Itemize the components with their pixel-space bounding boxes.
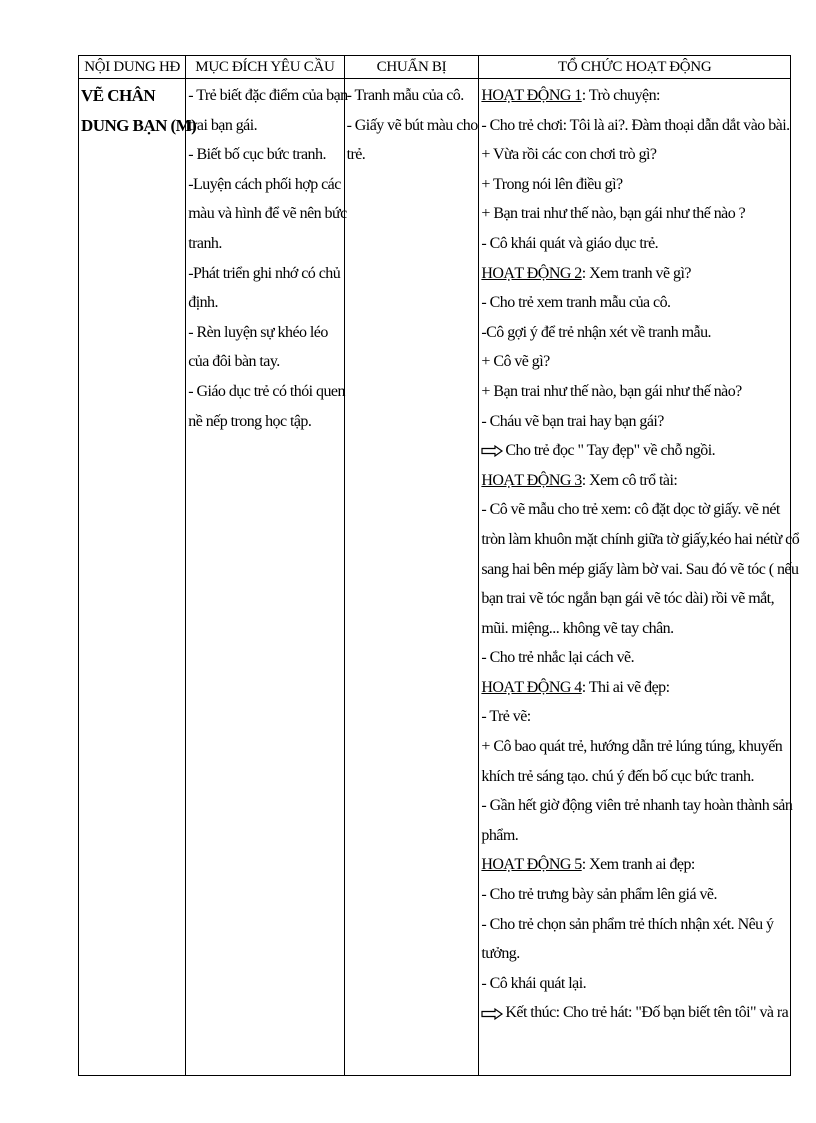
activity-arrow-line [481,436,788,466]
activity-line: - Cô vẽ mẫu cho trẻ xem: cô đặt dọc tờ giấy. vẽ nét [481,501,780,519]
body-row [79,79,791,1076]
header-content: NỘI DUNG HĐ [79,56,186,79]
activity-line: phẩm. [481,826,519,844]
activity-heading [481,850,788,880]
activity-line: - Cho trẻ xem tranh mẫu của cô. [481,294,671,312]
activity-heading-label: HOẠT ĐỘNG 3 [481,471,582,489]
preparation-line: trẻ. [346,146,366,164]
activity-line: + Bạn trai như thế nào, bạn gái như thế nào? [481,382,742,400]
activity-heading-text: : Trò chuyện: [581,87,660,104]
preparation-cell [344,79,479,1076]
objective-line: - Trẻ biết đặc điểm của bạn [188,87,348,104]
content-title-line: DUNG BẠN (M) [81,115,197,135]
activity-heading-label: HOẠT ĐỘNG 5 [481,856,582,874]
activity-heading [481,673,788,703]
activity-arrow-text: Cho trẻ đọc " Tay đẹp" về chỗ ngồi. [505,442,716,460]
activity-line: tròn làm khuôn mặt chính giữa tờ giấy,kéo hai nétừ cổ [481,530,800,548]
activity-heading-text: : Xem tranh ai đẹp: [581,856,695,874]
activity-line: sang hai bên mép giấy làm bờ vai. Sau đó vẽ tóc ( nếu [481,560,799,578]
double-arrow-right-icon [481,445,503,457]
activity-heading [481,466,788,496]
activity-line: - Cho trẻ chơi: Tôi là ai?. Đàm thoại dẫn dắt vào bài. [481,116,790,134]
activity-heading-text: : Thi ai vẽ đẹp: [581,678,670,696]
activity-heading [481,81,788,111]
activity-line: khích trẻ sáng tạo. chú ý đến bố cục bức tranh. [481,767,754,785]
activity-line: + Trong nói lên điều gì? [481,175,623,193]
activity-line: + Cô bao quát trẻ, hướng dẫn trẻ lúng túng, khuyến [481,738,783,756]
header-preparation: CHUẨN BỊ [344,56,479,79]
activities-cell [479,79,800,1076]
activity-line: tưởng. [481,945,520,963]
objective-line: - Biết bố cục bức tranh. [188,146,326,164]
activity-line: - Trẻ vẽ: [481,708,531,726]
activity-line: -Cô gợi ý để trẻ nhận xét về tranh mẫu. [481,323,712,341]
preparation-line: - Giấy vẽ bút màu cho [346,116,478,134]
activity-heading-text: : Xem tranh vẽ gì? [581,264,691,282]
activity-line: - Cháu vẽ bạn trai hay bạn gái? [481,412,664,430]
header-activities: TỔ CHỨC HOẠT ĐỘNG [479,56,791,79]
activity-line: - Cho trẻ nhắc lại cách vẽ. [481,649,635,667]
activity-line: - Gần hết giờ động viên trẻ nhanh tay hoàn thành sản [481,797,793,815]
header-row [79,56,791,79]
activity-heading-label: HOẠT ĐỘNG 1 [481,87,582,104]
objective-line: nề nếp trong học tập. [188,412,312,430]
header-objectives: MỤC ĐÍCH YÊU CẦU [186,56,344,79]
objective-line: -Phát triển ghi nhớ có chủ [188,264,341,282]
objective-line: của đôi bàn tay. [188,353,280,371]
activity-arrow-text: Kết thúc: Cho trẻ hát: "Đố bạn biết tên tôi" và ra [505,1004,789,1022]
activity-line: + Bạn trai như thế nào, bạn gái như thế nào ? [481,205,746,223]
activity-line: - Cho trẻ chọn sản phẩm trẻ thích nhận xét. Nêu ý [481,915,774,933]
objective-line: trai bạn gái. [188,116,258,134]
objective-line: tranh. [188,234,222,252]
objective-line: - Giáo dục trẻ có thói quen [188,382,345,400]
activity-line: mũi. miệng... không vẽ tay chân. [481,619,674,637]
activity-arrow-line [481,998,788,1028]
objective-line: màu và hình để vẽ nên bức [188,205,347,223]
objective-line: định. [188,294,218,312]
objective-line: - Rèn luyện sự khéo léo [188,323,328,341]
activity-line: + Cô vẽ gì? [481,353,550,371]
content-title-line: VẼ CHÂN [81,86,156,105]
double-arrow-right-icon [481,1008,503,1020]
content-cell [79,79,197,1076]
activity-line: bạn trai vẽ tóc ngắn bạn gái vẽ tóc dài) rồi vẽ mắt, [481,590,775,608]
activity-line: - Cô khái quát lại. [481,974,587,992]
objective-line: -Luyện cách phối hợp các [188,175,341,193]
activity-heading-label: HOẠT ĐỘNG 4 [481,678,582,696]
preparation-line: - Tranh mẫu của cô. [346,87,464,104]
activity-line: - Cô khái quát và giáo dục trẻ. [481,234,659,252]
activity-heading-label: HOẠT ĐỘNG 2 [481,264,582,282]
activity-line: - Cho trẻ trưng bày sản phẩm lên giá vẽ. [481,886,717,904]
objectives-cell [186,79,348,1076]
activity-line: + Vừa rồi các con chơi trò gì? [481,146,657,164]
activity-heading-text: : Xem cô trổ tài: [581,471,678,489]
lesson-plan-table [78,55,800,1076]
activity-heading [481,259,788,289]
